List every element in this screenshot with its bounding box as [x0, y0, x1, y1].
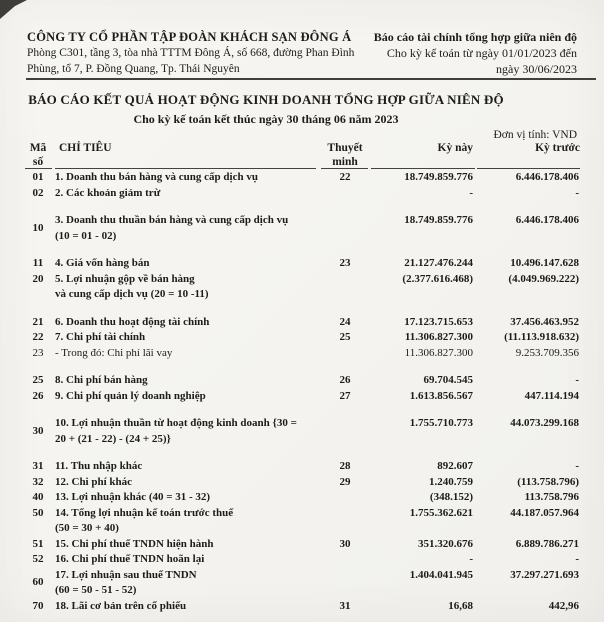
- row-code: 40: [32, 491, 44, 503]
- row-label: 5. Lợi nhuận gộp về bán hàng và cung cấp dịch vụ (20 = 10 -11): [55, 272, 315, 303]
- row-label: 18. Lãi cơ bản trên cổ phiếu: [55, 599, 187, 612]
- table-row: [0, 346, 604, 362]
- row-previous-value: 37.456.463.952: [510, 315, 579, 328]
- table-row: [0, 170, 604, 186]
- row-current-value: 351.320.676: [418, 537, 473, 550]
- table-row: [0, 416, 604, 447]
- table-row: [0, 537, 604, 553]
- row-label: 7. Chi phí tài chính: [55, 331, 146, 343]
- row-previous-value: 113.758.796: [524, 491, 579, 503]
- row-previous-value: 442,96: [548, 599, 579, 612]
- col-header-previous-period: Kỳ trước: [535, 142, 580, 154]
- row-label: 9. Chi phí quản lý doanh nghiệp: [55, 389, 206, 402]
- row-current-value: (2.377.616.468): [402, 272, 473, 285]
- row-previous-value: -: [575, 460, 579, 472]
- row-previous-value: 10.496.147.628: [510, 257, 579, 269]
- report-subtitle: Cho kỳ kế toán kết thúc ngày 30 tháng 06 năm 2023: [133, 112, 399, 126]
- row-previous-value: (113.758.796): [517, 475, 579, 488]
- row-label: 1. Doanh thu bán hàng và cung cấp dịch vụ: [55, 171, 258, 183]
- col-header-item: CHỈ TIÊU: [59, 142, 112, 154]
- row-label: 3. Doanh thu thuần bán hàng và cung cấp dịch vụ (10 = 01 - 02): [55, 213, 315, 244]
- row-note: 28: [339, 460, 351, 472]
- row-label: 17. Lợi nhuận sau thuế TNDN (60 = 50 - 51 - 52): [55, 568, 315, 599]
- row-code: 01: [32, 171, 44, 183]
- table-row: [0, 459, 604, 475]
- row-current-value: 11.306.827.300: [404, 331, 473, 343]
- row-label: 13. Lợi nhuận khác (40 = 31 - 32): [55, 491, 211, 503]
- row-label-line2: (50 = 30 + 40): [55, 522, 119, 534]
- table-row: [0, 552, 604, 568]
- row-current-value: 1.755.362.621: [409, 506, 473, 519]
- row-note: 24: [339, 315, 351, 328]
- row-label-line2: (60 = 50 - 51 - 52): [55, 584, 137, 596]
- row-label: 2. Các khoản giảm trừ: [55, 186, 161, 199]
- table-row: [0, 256, 604, 272]
- page-title: BÁO CÁO KẾT QUẢ HOẠT ĐỘNG KINH DOANH TỔNG HỢP GIỮA NIÊN ĐỘ: [28, 92, 504, 107]
- row-current-value: 16,68: [448, 599, 473, 612]
- table-row: [0, 315, 604, 331]
- row-code: 21: [32, 315, 44, 328]
- table-row: [0, 373, 604, 389]
- row-code: 30: [32, 424, 44, 437]
- row-label-line2: và cung cấp dịch vụ (20 = 10 -11): [55, 288, 209, 300]
- row-label: 12. Chi phí khác: [55, 475, 133, 488]
- row-current-value: (348.152): [429, 491, 473, 503]
- row-code: 32: [32, 475, 44, 488]
- table-row: [0, 186, 604, 202]
- row-label-line2: 20 + (21 - 22) - (24 + 25)}: [55, 432, 171, 445]
- row-label: 10. Lợi nhuận thuần từ hoạt động kinh doanh {30 = 20 + (21 - 22) - (24 + 25)}: [55, 416, 315, 447]
- company-header-block: [27, 29, 367, 77]
- row-code: 22: [32, 331, 44, 343]
- report-type: Báo cáo tài chính tổng hợp giữa niên độ: [373, 30, 577, 44]
- table-row: [0, 213, 604, 244]
- column-underline-previous: [477, 168, 580, 169]
- row-current-value: 18.749.859.776: [404, 171, 473, 183]
- row-current-value: 1.613.856.567: [409, 389, 473, 402]
- row-note: 22: [339, 171, 351, 183]
- col-header-note: Thuyết minh: [327, 142, 363, 168]
- row-label-line2: (10 = 01 - 02): [55, 229, 117, 242]
- row-current-value: 18.749.859.776: [404, 214, 473, 226]
- row-label: 6. Doanh thu hoạt động tài chính: [55, 315, 210, 328]
- row-note: 30: [339, 537, 351, 550]
- row-note: 29: [339, 475, 351, 488]
- row-note: 23: [339, 257, 351, 269]
- row-code: 02: [32, 186, 44, 199]
- row-current-value: 69.704.545: [423, 374, 473, 386]
- table-row: [0, 599, 604, 615]
- row-code: 11: [32, 257, 44, 269]
- table-row: [0, 389, 604, 405]
- row-current-value: 21.127.476.244: [404, 257, 473, 269]
- table-row: [0, 330, 604, 346]
- row-current-value: -: [469, 553, 473, 565]
- row-previous-value: (4.049.969.222): [508, 272, 579, 285]
- row-previous-value: 6.889.786.271: [515, 537, 579, 550]
- row-note: 31: [339, 599, 351, 612]
- report-period-line1: Cho kỳ kế toán từ ngày 01/01/2023 đến: [386, 46, 577, 60]
- row-current-value: 17.123.715.653: [404, 315, 473, 328]
- col-header-current-period: Kỳ này: [437, 142, 473, 154]
- row-previous-value: 44.187.057.964: [510, 506, 579, 519]
- row-current-value: 1.240.759: [429, 475, 473, 488]
- row-code: 23: [32, 346, 44, 359]
- table-row: [0, 568, 604, 599]
- column-underline-code: [25, 168, 52, 169]
- row-current-value: 892.607: [437, 460, 473, 472]
- row-current-value: 11.306.827.300: [404, 346, 473, 359]
- row-previous-value: 44.073.299.168: [510, 417, 579, 429]
- row-code: 60: [32, 576, 44, 589]
- table-row: [0, 475, 604, 491]
- column-underline-current: [371, 168, 475, 169]
- row-code: 52: [32, 553, 44, 565]
- row-note: 26: [339, 374, 351, 386]
- row-code: 25: [32, 374, 44, 386]
- row-previous-value: 37.297.271.693: [510, 568, 579, 581]
- row-code: 51: [32, 537, 44, 550]
- header-divider: [26, 78, 596, 80]
- row-current-value: 1.404.041.945: [409, 568, 473, 581]
- row-current-value: 1.755.710.773: [409, 417, 473, 429]
- row-current-value: -: [469, 186, 473, 199]
- row-code: 26: [32, 389, 44, 402]
- row-previous-value: 6.446.178.406: [515, 214, 579, 226]
- row-previous-value: (11.113.918.632): [504, 331, 579, 343]
- column-underline-note: [321, 168, 368, 169]
- table-row: [0, 272, 604, 303]
- report-table-body: [0, 170, 604, 614]
- row-note: 25: [339, 331, 351, 343]
- column-underline-item: [55, 168, 316, 169]
- company-address-line1: Phòng C301, tầng 3, tòa nhà TTTM Đông Á, số 668, đường Phan Đình: [27, 47, 355, 59]
- row-previous-value: 6.446.178.406: [515, 171, 579, 183]
- title-block: [0, 92, 532, 127]
- table-row: [0, 490, 604, 506]
- row-label: 14. Tổng lợi nhuận kế toán trước thuế (50 = 30 + 40): [55, 506, 315, 537]
- row-previous-value: 9.253.709.356: [515, 346, 579, 359]
- unit-note: Đơn vị tính: VND: [493, 129, 577, 141]
- row-label: 4. Giá vốn hàng bán: [55, 257, 150, 269]
- row-code: 10: [32, 221, 44, 234]
- row-label: 15. Chi phí thuế TNDN hiện hành: [55, 537, 214, 550]
- row-previous-value: 447.114.194: [524, 389, 579, 402]
- row-previous-value: -: [575, 553, 579, 565]
- table-row: [0, 506, 604, 537]
- scan-corner-artifact: [0, 0, 27, 19]
- row-code: 70: [32, 599, 44, 612]
- row-label: 16. Chi phí thuế TNDN hoãn lại: [55, 553, 205, 565]
- company-address-line2: Phùng, tổ 7, P. Đồng Quang, Tp. Thái Nguyên: [27, 63, 240, 75]
- row-note: 27: [339, 389, 351, 402]
- row-code: 20: [32, 272, 44, 285]
- row-label: - Trong đó: Chi phí lãi vay: [55, 346, 173, 359]
- row-previous-value: -: [575, 186, 579, 199]
- row-code: 31: [32, 460, 44, 472]
- row-label: 8. Chi phí bán hàng: [55, 374, 148, 386]
- row-previous-value: -: [575, 374, 579, 386]
- row-label: 11. Thu nhập khác: [55, 460, 143, 472]
- report-period-line2: ngày 30/06/2023: [496, 62, 577, 76]
- report-meta-block: [362, 29, 577, 77]
- col-header-code: Mã số: [29, 142, 47, 168]
- company-name: CÔNG TY CỔ PHẦN TẬP ĐOÀN KHÁCH SẠN ĐÔNG Á: [27, 30, 352, 44]
- row-code: 50: [32, 506, 44, 519]
